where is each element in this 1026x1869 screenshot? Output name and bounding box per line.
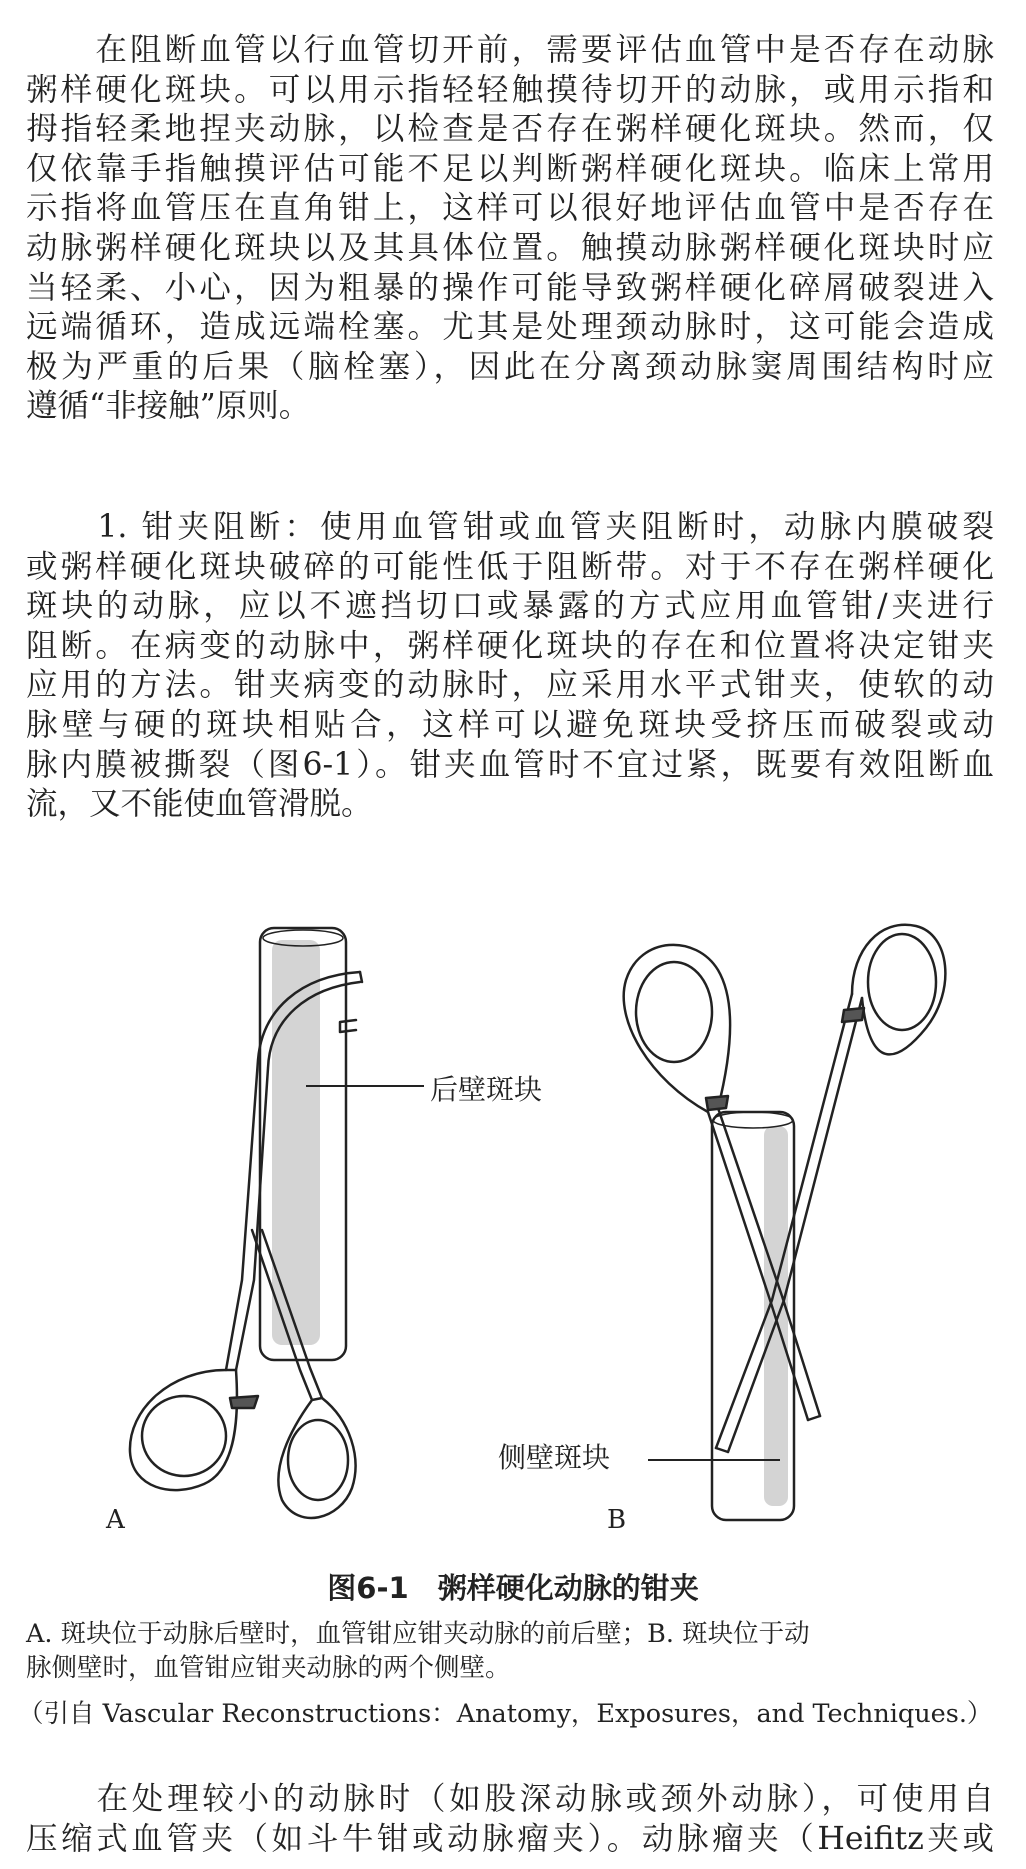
text-line: 在阻断血管以行血管切开前，需要评估血管中是否存在动脉 — [26, 32, 994, 68]
paragraph-small-arteries — [26, 1780, 994, 1859]
text-line: 当轻柔、小心，因为粗暴的操作可能导致粥样硬化碎屑破裂进入 — [26, 269, 994, 306]
caption-line: 脉侧壁时，血管钳应钳夹动脉的两个侧壁。 — [26, 1653, 511, 1683]
figure-caption-title: 图6-1 粥样硬化动脉的钳夹 — [327, 1571, 699, 1605]
text-line: 阻断。在病变的动脉中，粥样硬化斑块的存在和位置将决定钳夹 — [26, 627, 994, 664]
figure-source-citation — [18, 1697, 992, 1731]
artery-b — [712, 1112, 794, 1520]
text-line: 脉内膜被撕裂（图6-1）。钳夹血管时不宜过紧，既要有效阻断血 — [26, 746, 994, 783]
text-line: 示指将血管压在直角钳上，这样可以很好地评估血管中是否存在 — [26, 190, 994, 227]
figure-caption-body — [26, 1617, 1000, 1685]
text-line: 极为严重的后果（脑栓塞），因此在分离颈动脉窦周围结构时应 — [26, 348, 994, 385]
text-line: 流，又不能使血管滑脱。 — [26, 786, 373, 823]
caption-line: A. 斑块位于动脉后壁时，血管钳应钳夹动脉的前后壁；B. 斑块位于动 — [26, 1619, 810, 1649]
figure-6-1 — [0, 900, 1026, 1550]
text-line: 远端循环，造成远端栓塞。尤其是处理颈动脉时，这可能会造成 — [26, 309, 994, 346]
paragraph-plaque-assessment — [26, 31, 994, 427]
text-line: 拇指轻柔地捏夹动脉，以检查是否存在粥样硬化斑块。然而，仅 — [26, 111, 994, 148]
text-line: 应用的方法。钳夹病变的动脉时，应采用水平式钳夹，使软的动 — [26, 667, 994, 704]
text-line: 动脉粥样硬化斑块以及其具体位置。触摸动脉粥样硬化斑块时应 — [26, 229, 994, 266]
text-line: 在处理较小的动脉时（如股深动脉或颈外动脉），可使用自 — [26, 1781, 994, 1817]
panel-label-a: A — [106, 1505, 125, 1535]
text-line: 或粥样硬化斑块破碎的可能性低于阻断带。对于不存在粥样硬化 — [26, 548, 994, 585]
text-line: 粥样硬化斑块。可以用示指轻轻触摸待切开的动脉，或用示指和 — [26, 71, 994, 108]
citation-line: （引自 Vascular Reconstructions：Anatomy，Exposures，and Techniques.） — [18, 1699, 993, 1729]
text-line: 1. 钳夹阻断：使用血管钳或血管夹阻断时，动脉内膜破裂 — [26, 509, 994, 545]
label-lateral-plaque: 侧壁斑块 — [498, 1441, 611, 1474]
text-line: 斑块的动脉，应以不遮挡切口或暴露的方式应用血管钳/夹进行 — [26, 588, 994, 625]
label-posterior-plaque: 后壁斑块 — [430, 1073, 543, 1106]
text-line: 脉壁与硬的斑块相贴合，这样可以避免斑块受挤压而破裂或动 — [26, 706, 994, 743]
panel-label-b: B — [607, 1505, 627, 1535]
text-line: 仅依靠手指触摸评估可能不足以判断粥样硬化斑块。临床上常用 — [26, 150, 994, 187]
paragraph-clamp-occlusion — [26, 508, 994, 825]
text-line: 压缩式血管夹（如斗牛钳或动脉瘤夹）。动脉瘤夹（Heifitz夹或 — [26, 1820, 994, 1857]
text-line: 遵循“非接触”原则。 — [26, 388, 311, 425]
artery-a — [260, 928, 346, 1360]
